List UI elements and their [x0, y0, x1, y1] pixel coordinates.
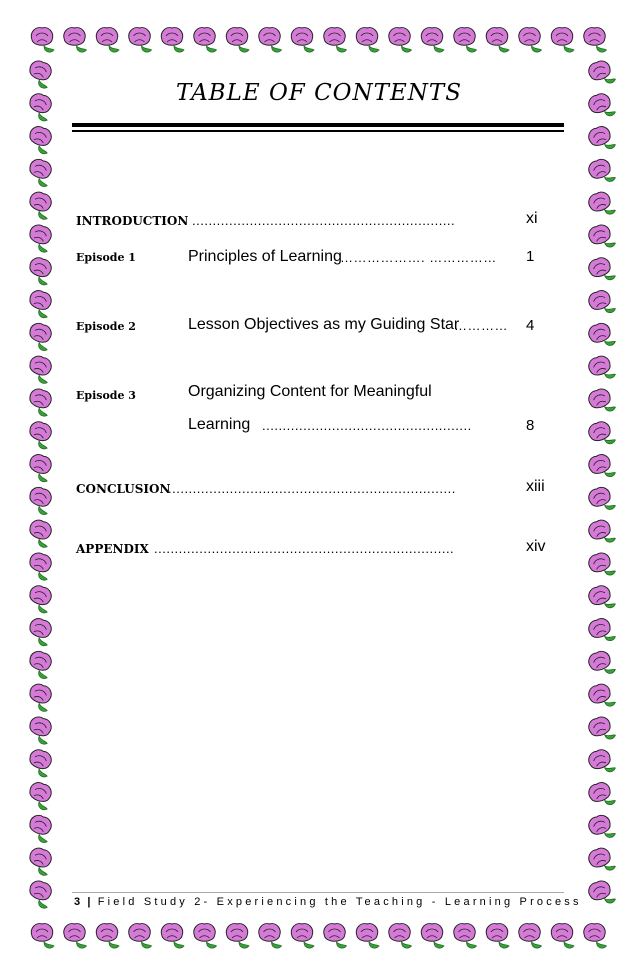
flower-icon	[25, 649, 55, 680]
toc-label-appendix: APPENDIX	[76, 542, 149, 556]
flower-icon	[586, 386, 616, 417]
flower-icon	[25, 846, 55, 877]
flower-icon	[25, 321, 55, 352]
flower-icon	[226, 28, 249, 52]
flower-icon	[25, 190, 55, 221]
toc-dots-episode-1: ………………. ……………	[340, 250, 497, 265]
flower-icon	[586, 124, 616, 155]
toc-page-episode-2: 4	[526, 317, 535, 334]
toc-dots-episode-3: ...................................................	[262, 418, 472, 433]
flower-icon	[586, 813, 616, 844]
flower-icon	[586, 878, 616, 909]
flower-icon	[586, 649, 616, 680]
flower-icon	[519, 28, 542, 52]
flower-icon	[25, 157, 55, 188]
footer-page-number: 3	[74, 896, 82, 908]
flower-icon	[64, 28, 87, 52]
flower-icon	[586, 255, 616, 286]
flower-icon	[586, 485, 616, 516]
flower-icon	[586, 353, 616, 384]
toc-label-episode-1: Episode 1	[76, 251, 136, 264]
flower-icon	[25, 551, 55, 582]
toc-label-episode-3: Episode 3	[76, 389, 136, 402]
footer-rule	[72, 892, 564, 893]
flower-icon	[586, 714, 616, 745]
flower-icon	[25, 780, 55, 811]
flower-icon	[25, 583, 55, 614]
toc-dots-episode-2: …………	[454, 318, 508, 333]
flower-icon	[324, 924, 347, 948]
flower-icon	[421, 28, 444, 52]
flower-icon	[389, 28, 412, 52]
toc-page-episode-3: 8	[526, 417, 535, 434]
flower-icon	[551, 924, 574, 948]
flower-icon	[25, 387, 55, 418]
flower-icon	[356, 924, 379, 948]
flower-icon	[291, 924, 314, 948]
flower-icon	[586, 517, 616, 548]
flower-icon	[31, 28, 54, 52]
title-rule-thick	[72, 123, 564, 127]
flower-icon	[586, 189, 616, 220]
toc-label-conclusion: CONCLUSION	[76, 482, 171, 496]
flower-icon	[25, 715, 55, 746]
flower-icon	[584, 28, 607, 52]
toc-page-episode-1: 1	[526, 248, 535, 265]
flower-icon	[226, 924, 249, 948]
flower-icon	[586, 452, 616, 483]
flower-icon	[356, 28, 379, 52]
flower-icon	[25, 452, 55, 483]
flower-icon	[586, 780, 616, 811]
flower-icon	[96, 28, 119, 52]
flower-icon	[586, 583, 616, 614]
flower-icon	[96, 924, 119, 948]
flower-icon	[324, 28, 347, 52]
toc-page-conclusion: xiii	[526, 478, 545, 495]
flower-icon	[25, 813, 55, 844]
flower-icon	[454, 924, 477, 948]
flower-icon	[25, 223, 55, 254]
flower-icon	[25, 879, 55, 910]
toc-dots-introduction: ................................................................	[192, 213, 456, 228]
flower-icon	[25, 124, 55, 155]
flower-icon	[64, 924, 87, 948]
flower-icon	[586, 681, 616, 712]
flower-icon	[586, 845, 616, 876]
flower-icon	[586, 222, 616, 253]
title-rule-thin	[72, 130, 564, 132]
flower-icon	[25, 616, 55, 647]
footer-separator: |	[87, 896, 92, 908]
flower-icon	[586, 288, 616, 319]
flower-icon	[25, 354, 55, 385]
toc-title-episode-1: Principles of Learning	[188, 248, 342, 265]
flower-icon	[586, 550, 616, 581]
flower-icon	[586, 616, 616, 647]
toc-page-introduction: xi	[526, 210, 538, 227]
flower-icon	[421, 924, 444, 948]
flower-icon	[25, 419, 55, 450]
flower-icon	[161, 28, 184, 52]
toc-page-appendix: xiv	[526, 538, 546, 555]
flower-icon	[584, 924, 607, 948]
flower-icon	[586, 419, 616, 450]
flower-icon	[25, 747, 55, 778]
flower-icon	[25, 485, 55, 516]
footer-text: Field Study 2- Experiencing the Teaching - Learning Process	[97, 896, 582, 908]
flower-icon	[586, 321, 616, 352]
flower-icon	[519, 924, 542, 948]
flower-icon	[25, 288, 55, 319]
toc-label-episode-2: Episode 2	[76, 320, 136, 333]
flower-icon	[486, 28, 509, 52]
flower-icon	[259, 924, 282, 948]
flower-icon	[291, 28, 314, 52]
flower-icon	[194, 924, 217, 948]
flower-icon	[129, 924, 152, 948]
flower-icon	[194, 28, 217, 52]
toc-title-episode-3: Organizing Content for Meaningful	[188, 383, 432, 400]
flower-icon	[586, 747, 616, 778]
flower-icon	[551, 28, 574, 52]
flower-icon	[161, 924, 184, 948]
footer	[74, 896, 582, 908]
flower-icon	[586, 157, 616, 188]
flower-icon	[454, 28, 477, 52]
toc-title-episode-3-line2: Learning	[188, 416, 251, 433]
flower-icon	[25, 255, 55, 286]
flower-icon	[31, 924, 54, 948]
page-title: TABLE OF CONTENTS	[175, 80, 463, 106]
toc-dots-conclusion: ......................................................................	[168, 481, 456, 496]
flower-icon	[389, 924, 412, 948]
flower-icon	[486, 924, 509, 948]
flower-icon	[25, 518, 55, 549]
flower-icon	[25, 682, 55, 713]
toc-label-introduction: INTRODUCTION	[76, 214, 189, 228]
flower-icon	[259, 28, 282, 52]
toc-dots-appendix: .........................................................................	[154, 541, 455, 556]
toc-title-episode-2: Lesson Objectives as my Guiding Star	[188, 316, 460, 333]
flower-icon	[129, 28, 152, 52]
